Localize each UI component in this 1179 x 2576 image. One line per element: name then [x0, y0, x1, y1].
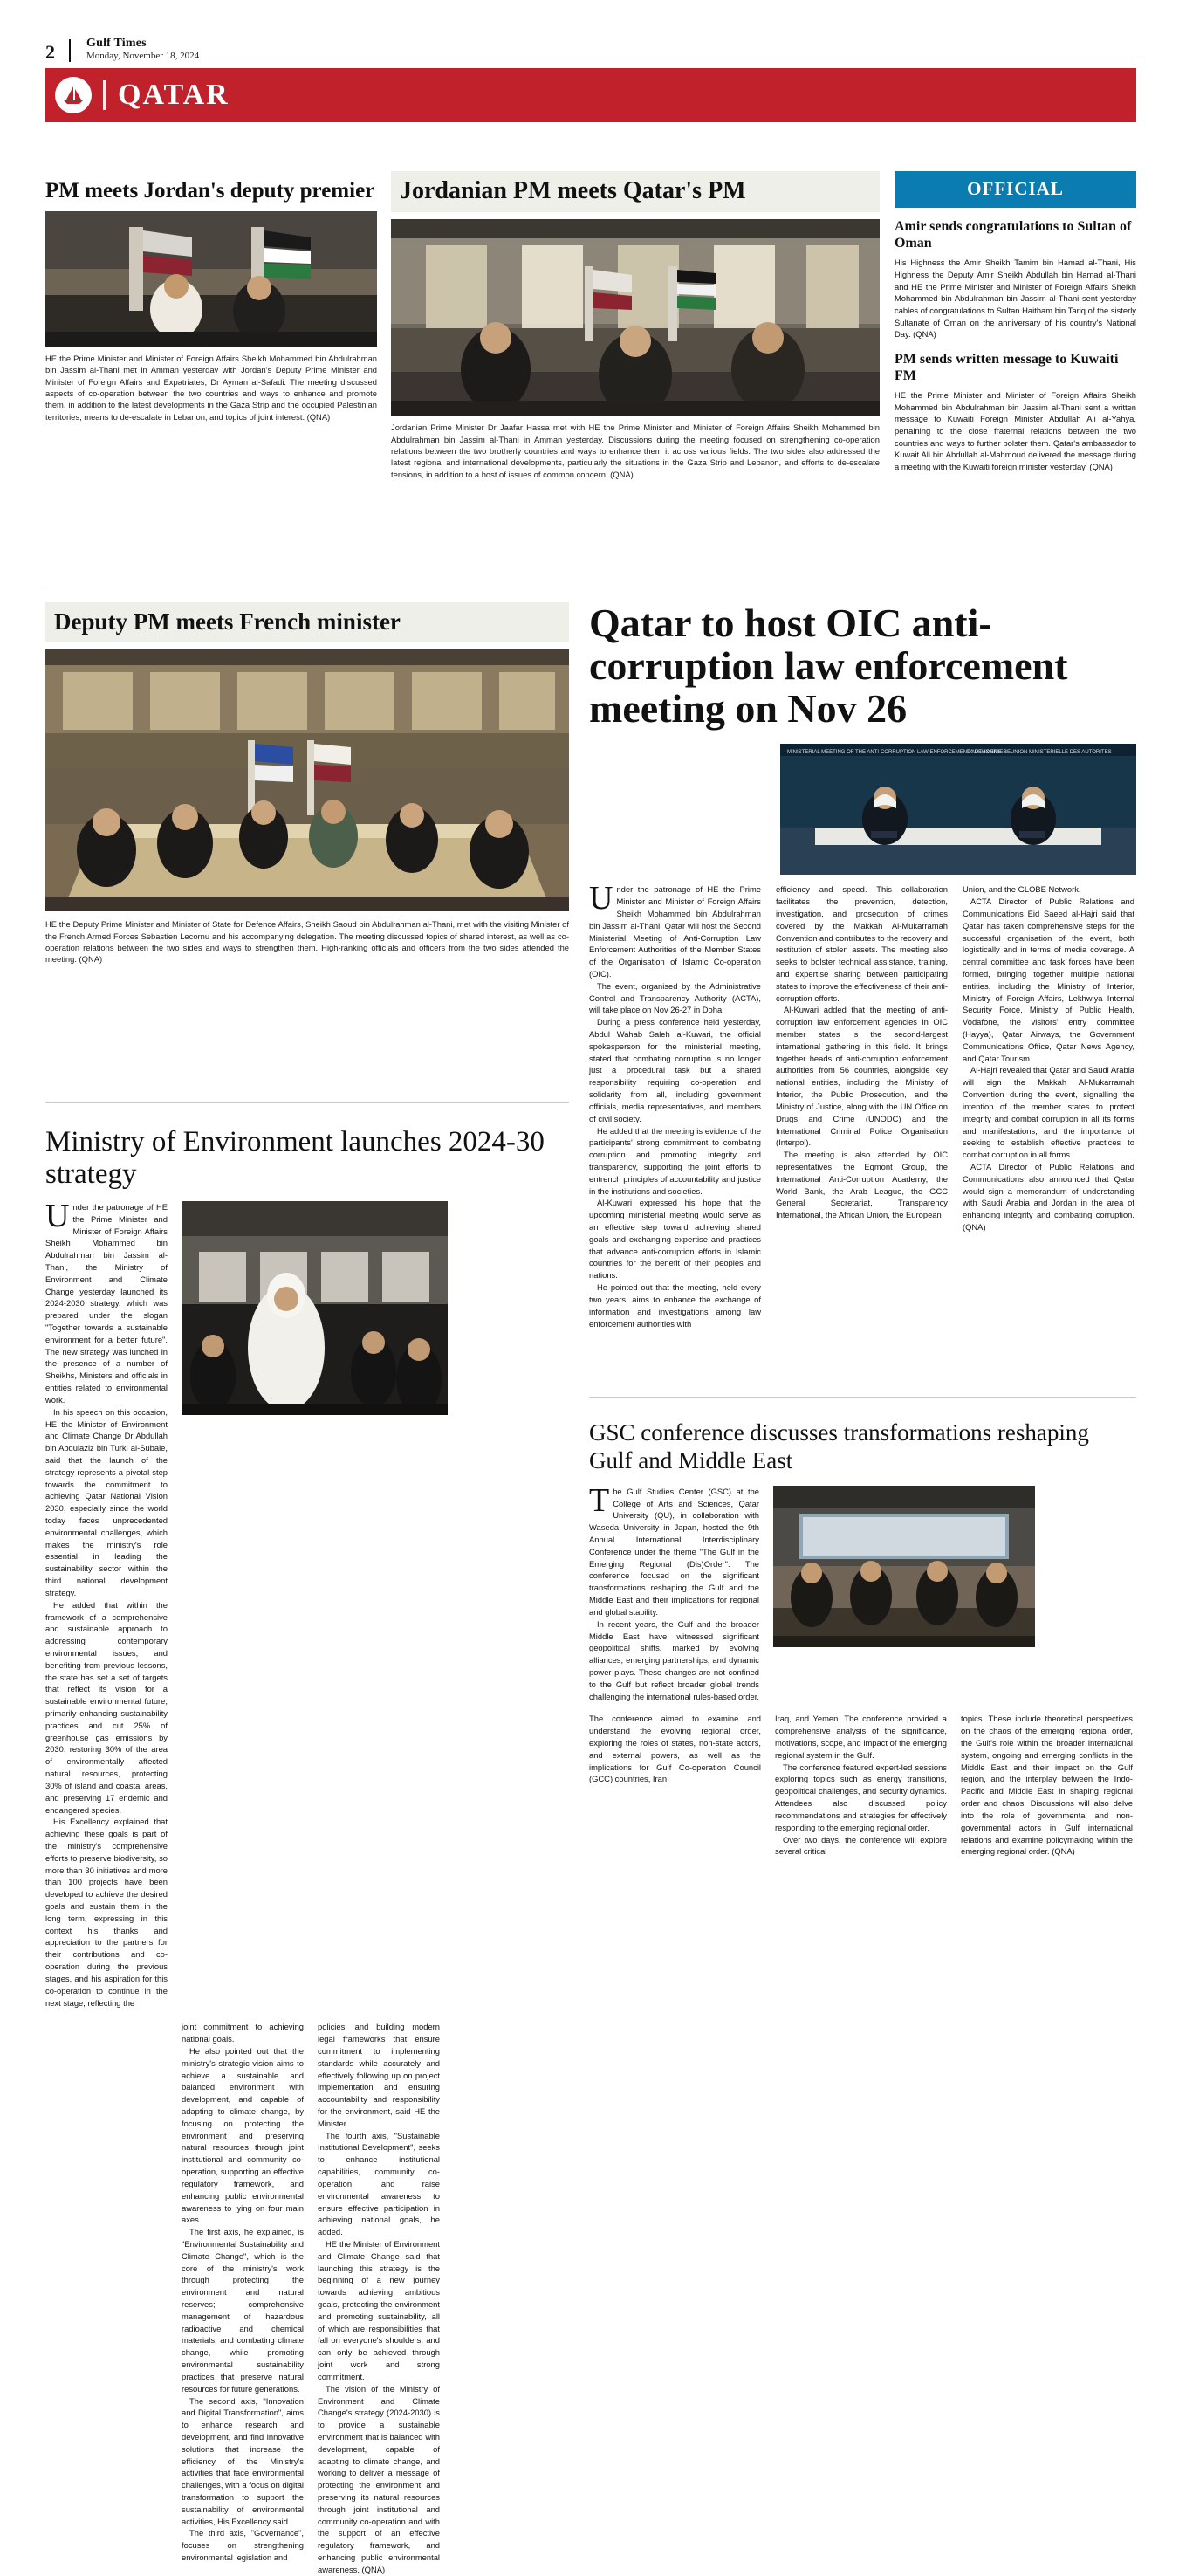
ministry-bottom-columns [45, 2021, 569, 2575]
paragraph: The conference featured expert-led sessions exploring topics such as energy transitions, geopolitical challenges, and security dynamics. Attendees also discussed policy recommendations and strategies for effectively responding to the emerging regional order. [775, 1762, 947, 1832]
paragraph: Al-Hajri revealed that Qatar and Saudi Arabia will sign the Makkah Al-Mukarramah Convention during the event, signalling the intention of the member states to protect integrity and combat corruption in all its forms and manifestations, and the importance of seeking to establish effective practices to combat corruption in all forms. [963, 1065, 1134, 1160]
paragraph: ACTA Director of Public Relations and Communications also announced that Qatar would sign a memorandum of understanding with Saudi Arabia and Jordan in the area of enhancing integrity and combating corruption. (QNA) [963, 1161, 1134, 1232]
official-item [895, 218, 1136, 340]
gsc-column-1-bottom [589, 1713, 761, 1858]
gsc-top-layout [589, 1481, 1136, 1703]
official-body: His Highness the Amir Sheikh Tamim bin Hamad al-Thani, His Highness the Deputy Amir Sheikh Abdullah bin Hamad al-Thani and HE the Prime Minister and Minister of Foreign Affairs Sheikh Mohammed bin Abdulrahman bin Jassim al-Thani sent yesterday cables of congratulations to Sultan Haitham bin Tariq of the sisterly Sultanate of Oman on the anniversary of his country's National Day. (QNA) [895, 258, 1136, 340]
paragraph: HE the Minister of Environment and Climate Change said that launching this strategy is the beginning of a new journey towards achieving ambitious goals, protecting the environment and promoting sustainability, all of which are responsibilities that fall on everyone's shoulders, and can only be achieved through joint work and strong commitment. [318, 2238, 440, 2381]
lead-column-1 [589, 880, 761, 1329]
paragraph: Union, and the GLOBE Network. [963, 884, 1081, 895]
paragraph: Iraq, and Yemen. The conference provided a comprehensive analysis of the significance, motivations, scope, and impact of the emerging regional system in the Gulf. [775, 1714, 947, 1760]
story-photo-jordan-deputy [45, 211, 377, 347]
official-headline: PM sends written message to Kuwaiti FM [895, 351, 1119, 383]
publication-name: Gulf Times [86, 37, 147, 50]
official-column [895, 171, 1136, 473]
paragraph: He added that the meeting is evidence of the participants' strong commitment to combating corruption and promoting integrity and transparency, supporting the joint efforts to entrench principles of accountability and justice in the institutions and societies. [589, 1125, 761, 1196]
ministry-column-1-bottom [45, 2021, 168, 2575]
gsc-column-2 [775, 1713, 947, 1858]
section-divider [45, 1102, 569, 1103]
paragraph: efficiency and speed. This collaboration facilitates the prevention, detection, investigation, and prosecution of crimes covered by the Makkah Al-Mukarramah Convention and contributes to the recovery and restitution of stolen assets. The meeting also seeks to bolster technical assistance, training, and expertise sharing between participating states to improve the effectiveness of their anti-corruption efforts. [776, 884, 948, 1003]
page-number: 2 [45, 40, 55, 63]
paragraph: The second axis, "Innovation and Digital Transformation", aims to enhance research and development, and find innovative solutions that increase the efficiency of the Ministry's activities that face environmental challenges, with a focus on digital transformation to support the sustainability of environmental activities, His Excellency said. [182, 2395, 304, 2526]
paragraph: He also pointed out that the ministry's strategic vision aims to achieve a sustainable and balanced environment with development, and capable of adapting to climate change, by focusing on protecting the environment and preserving natural resources through joint institutional and community co-operation, supporting an effective regulatory framework, and enhancing public environmental awareness to lying on four main axes. [182, 2045, 304, 2225]
paragraph: joint commitment to achieving national goals. [182, 2022, 304, 2044]
photo-caption: HE the Prime Minister and Minister of Foreign Affairs Sheikh Mohammed bin Abdulrahman bin Jassim al-Thani met in Amman yesterday with Jordan's Deputy Prime Minister and Minister of Foreign Affairs and Expatriates, Dr Ayman al-Safadi. The meeting discussed aspects of co-operation between the two countries and ways to enhance and promote them, in addition to the latest developments in the Gaza Strip and the occupied Palestinian territories, means to de-escalate in Lebanon, and topics of joint interest. (QNA) [45, 354, 377, 422]
paragraph: policies, and building modern legal frameworks that ensure commitment to implementing standards while accurately and effectively following up on project implementation and ensuring accountability and responsibility for the environment, said HE the Minister. [318, 2022, 440, 2128]
paragraph: Under the patronage of HE the Prime Minister and Minister of Foreign Affairs Sheikh Mohammed bin Abdulrahman bin Jassim al-Thani, the Ministry of Environment and Climate Change yesterday launched its 2024-2030 strategy, which was prepared under the slogan "Together towards a sustainable environment for a better future". The new strategy was lunched in the presence of a number of Sheikhs, Ministers and officials in entities related to environmental work. [45, 1197, 168, 1405]
paragraph: Under the patronage of HE the Prime Minister and Minister of Foreign Affairs Sheikh Mohammed bin Abdulrahman bin Jassim al-Thani, Qatar will host the Second Ministerial Meeting of Anti-Corruption Law Enforcement Authorities of the Member States of the Organisation of Islamic Co-operation (OIC). [589, 880, 761, 979]
banner-separator [103, 80, 106, 110]
lead-column-3 [963, 883, 1134, 1329]
story-jordanian-pm-meets-qatar-pm [391, 171, 880, 480]
lead-body-columns [589, 880, 1136, 1329]
headline: Qatar to host OIC anti-corruption law enforcement meeting on Nov 26 [589, 601, 1068, 731]
ministry-top-layout [45, 1197, 569, 2009]
headline-bar [391, 171, 880, 212]
ministry-column-2 [182, 2021, 304, 2575]
headline: PM meets Jordan's deputy premier [45, 179, 375, 203]
story-deputy-pm-meets-french-minister [45, 602, 569, 965]
ministry-column-3 [318, 2021, 440, 2575]
story-photo-oic-meeting [780, 744, 1136, 875]
gsc-column-1-top [589, 1481, 759, 1703]
official-headline: Amir sends congratulations to Sultan of Oman [895, 219, 1132, 251]
paragraph: The fourth axis, "Sustainable Institutional Development", seeks to enhance institutional capabilities, community co-operation, and raise environmental awareness to ensure effective participation in achieving national goals, he added. [318, 2130, 440, 2237]
section-banner [45, 68, 1136, 122]
paragraph: He added that within the framework of a comprehensive and sustainable approach to addressing contemporary environmental issues, and benefiting from previous lessons, the state has set a set of targets that reflect its vision for a sustainable environmental future, primarily enhancing sustainability practices and cut 25% of greenhouse gas emissions by 2030, restoring 30% of the area of environmentally affected natural resources, protecting 30% of island and coastal areas, and preserving 17 endemic and endangered species. [45, 1599, 168, 1815]
story-photo-french-minister [45, 649, 569, 911]
paragraph: The third axis, "Governance", focuses on strengthening environmental legislation and [182, 2528, 304, 2563]
photo-caption: HE the Deputy Prime Minister and Minister of State for Defence Affairs, Sheikh Saoud bin Abdulrahman al-Thani, met with the visiting Minister of the French Armed Forces Sebastien Lecornu and his accompanying delegation. The meeting discussed topics of shared interest, as well as co-operation relations between the two sides and ways to strengthen them. High-ranking officials and officers from the two sides attended the meeting. (QNA) [45, 919, 569, 965]
paragraph: His Excellency explained that achieving these goals is part of the ministry's comprehensive efforts to preserve biodiversity, so more than 30 initiatives and more than 100 projects have been developed to achieve the desired goals and sustain them in the long term, expressing in this context his thanks and appreciation to the partners for their contributions and co-operation during the previous stages, and his aspiration for this co-operation to continue in the next stage, reflecting the [45, 1817, 168, 2008]
story-photo-ministry-launch [182, 1201, 448, 1415]
publication-date: Monday, November 18, 2024 [86, 51, 200, 62]
story-photo-gsc-conference [773, 1486, 1035, 1647]
paragraph: ACTA Director of Public Relations and Communications Eid Saeed al-Hajri said that Qatar has taken comprehensive steps for the successful organisation of the event, both logistically and in terms of media coverage. A central committee and task forces have been formed, bringing together multiple national entities, including the Ministry of Interior, Ministry of Foreign Affairs, Lekhwiya Internal Security Force, Ministry of Public Health, Vodafone, the visitors' entry committee (Hayya), Qatar Airways, the Government Communications Office, Qatar News Agency, and Qatar Tourism. [963, 896, 1134, 1063]
official-body: HE the Prime Minister and Minister of Foreign Affairs Sheikh Mohammed bin Abdulrahman bin Jassim al-Thani sent a written message to Kuwaiti Foreign Minister Abdullah Ali al-Yahya, pertaining to the close fraternal relations between the two countries and ways to further bolster them. Qatar's ambassador to Kuwait Ali bin Abdullah al-Mahmoud delivered the message during a meeting with the Kuwaiti foreign minister yesterday. (QNA) [895, 390, 1136, 471]
paragraph: The first axis, he explained, is "Environmental Sustainability and Climate Change", which is the core of the ministry's work through protecting the environment and natural reserves; comprehensive management of hazardous radioactive and chemical materials; and combating climate change, while promoting environmental sustainability practices that preserve natural resources for future generations. [182, 2227, 304, 2394]
headline: GSC conference discusses transformations reshaping Gulf and Middle East [589, 1419, 1089, 1474]
story-pm-meets-jordan-deputy-premier [45, 179, 377, 422]
paragraph: In his speech on this occasion, HE the Minister of Environment and Climate Change Dr Abdullah bin Abdulaziz bin Turki al-Subaie, said that the launch of the strategy represents a pivotal step towards the commitment to achieving Qatar National Vision 2030, especially since the world today faces unprecedented environmental challenges, which makes the ministry's role essential in leading the sustainability sector within the third national development strategy. [45, 1406, 168, 1597]
masthead [45, 37, 1136, 62]
official-item [895, 351, 1136, 473]
gulf-times-logo [45, 68, 101, 122]
story-ministry-environment-strategy [45, 1126, 569, 2576]
paragraph: During a press conference held yesterday, Abdul Wahab Saleh al-Kuwari, the official spokesperson for the ministerial meeting, stated that combating corruption is no longer just a procedural task but a shared responsibility requiring co-operation and solidarity from all, including government officials, media representatives, and members of civil society. [589, 1017, 761, 1123]
paragraph: The conference aimed to examine and understand the evolving regional order, exploring the roles of states, non-state actors, and external powers, as well as the implications for Gulf Co-operation Council (GCC) countries, Iran, [589, 1714, 761, 1784]
gsc-column-3 [961, 1713, 1133, 1858]
paragraph: In recent years, the Gulf and the broader Middle East have witnessed significant geopolitical shifts, marked by evolving alliances, emerging partnerships, and dynamic power plays. These changes are not confined to the Gulf but reflect broader global trends challenging the international rules-based order. [589, 1618, 759, 1701]
headline: Ministry of Environment launches 2024-30 strategy [45, 1126, 545, 1190]
headline-bar [45, 602, 569, 642]
story-gsc-conference [589, 1419, 1136, 1858]
svg-text:LA DEUXIEME REUNION MINISTERIE: LA DEUXIEME REUNION MINISTERIELLE DES AUTORITES [967, 750, 1112, 756]
paragraph: The meeting is also attended by OIC representatives, the Egmont Group, the International Anti-Corruption Academy, the World Bank, the Arab League, the GCC General Secretariat, Transparency International, the African Union, the European [776, 1150, 948, 1220]
section-divider [589, 1397, 1136, 1398]
svg-text:MINISTERIAL MEETING OF THE ANT: MINISTERIAL MEETING OF THE ANTI-CORRUPTION LAW ENFORCEMENT AUTHORITIES [787, 750, 1007, 756]
headline: Deputy PM meets French minister [54, 608, 401, 635]
headline: Jordanian PM meets Qatar's PM [400, 177, 746, 204]
paragraph: topics. These include theoretical perspectives on the chaos of the emerging regional order, the Gulf's role within the broader international system, ongoing and emerging conflicts in the Middle East and their impact on the Gulf region, and the interplay between the Indo-Pacific and Middle East in shaping regional order and chaos. Discussions will also delve into the role of governmental and non-governmental actors in Gulf international relations and examine policymaking within the emerging regional order. (QNA) [961, 1714, 1133, 1857]
paragraph: Over two days, the conference will explore several critical [775, 1834, 947, 1857]
photo-caption: Jordanian Prime Minister Dr Jaafar Hassa met with HE the Prime Minister and Minister of Foreign Affairs Sheikh Mohammed bin Abdulrahman bin Jassim al-Thani in Amman yesterday. Discussions during the meeting focused on strengthening co-operation relations between the two brotherly countries and ways to enhance them it across various fields. The two sides also addressed the latest regional and international developments, particularly the situations in the Gaza Strip and Lebanon, and efforts to de-escalate tensions, in addition to a host of issues of common concern. (QNA) [391, 422, 880, 479]
story-photo-jordanian-pm [391, 219, 880, 416]
paragraph: The Gulf Studies Center (GSC) at the College of Arts and Sciences, Qatar University (QU), in collaboration with Waseda University in Japan, hosted the 9th Annual International Interdisciplinary Conference under the theme "The Gulf in the Emerging Regional (Dis)Order". The conference focused on the significant transformations reshaping the Gulf and the Middle East and their implications for regional and global stability. [589, 1481, 759, 1617]
paragraph: Al-Kuwari added that the meeting of anti-corruption law enforcement agencies in OIC member states is the second-largest international gathering in this field. It brings together heads of anti-corruption enforcement authorities from 56 countries, alongside key national entities, including the Ministry of Interior, the Public Prosecution, and the Ministry of Justice, along with the UN Office on Drugs and Crime (UNODC) and the International Criminal Police Organisation (Interpol). [776, 1005, 948, 1148]
paragraph: Al-Kuwari expressed his hope that the upcoming ministerial meeting would serve as an effective step toward achieving shared goals and exchanging expertise and practices that advance anti-corruption efforts in Islamic countries for the benefit of their peoples and nations. [589, 1198, 761, 1281]
official-banner: OFFICIAL [895, 171, 1136, 208]
paragraph: He pointed out that the meeting, held every two years, aims to enhance the exchange of information and investigations among law enforcement authorities with [589, 1282, 761, 1329]
masthead-divider [69, 39, 71, 62]
paragraph: The vision of the Ministry of Environment and Climate Change's strategy (2024-2030) is to provide a sustainable environment that is balanced with development, capable of adapting to climate change, and working to deliver a message of protecting the environment and preserving its natural resources through joint institutional and community co-operation and with the support of an effective regulatory framework, and enhancing public environmental awareness. (QNA) [318, 2383, 440, 2574]
ministry-column-1-top [45, 1197, 168, 2009]
section-title: QATAR [118, 79, 230, 111]
story-qatar-oic-anticorruption [589, 602, 1136, 1329]
dhow-boat-icon [55, 77, 92, 113]
lead-column-2 [776, 883, 948, 1329]
paragraph: The event, organised by the Administrative Control and Transparency Authority (ACTA), will take place on Nov 26-27 in Doha. [589, 980, 761, 1015]
gsc-bottom-columns [589, 1713, 1136, 1858]
